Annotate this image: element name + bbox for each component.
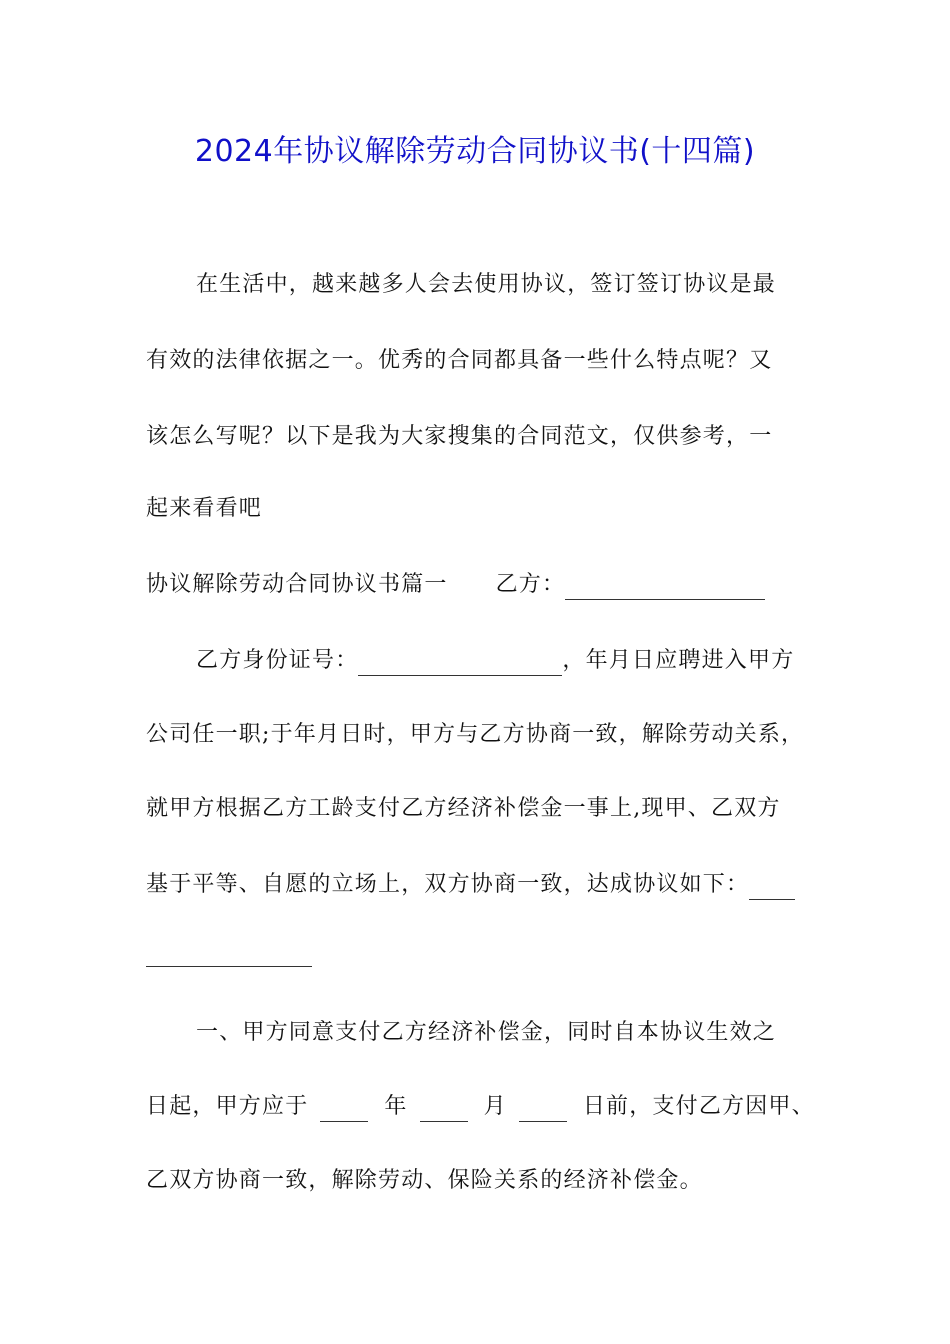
year-blank bbox=[320, 1099, 368, 1122]
day-blank bbox=[519, 1099, 567, 1122]
party-b-label: 乙方： bbox=[495, 572, 566, 597]
body-line-3: 基于平等、自愿的立场上，双方协商一致，达成协议如下： bbox=[146, 872, 750, 897]
clause-1-line-1: 一、甲方同意支付乙方经济补偿金，同时自本协议生效之 bbox=[196, 1020, 777, 1045]
intro-line-2: 有效的法律依据之一。优秀的合同都具备一些什么特点呢？又 bbox=[146, 348, 773, 373]
intro-line-4: 起来看看吧 bbox=[146, 496, 263, 521]
month-blank bbox=[420, 1099, 468, 1122]
intro-line-1: 在生活中，越来越多人会去使用协议，签订签订协议是最 bbox=[196, 272, 777, 297]
id-number-suffix: ，年月日应聘进入甲方 bbox=[562, 648, 795, 673]
day-label: 日前，支付乙方因甲、 bbox=[582, 1094, 815, 1119]
intro-line-3: 该怎么写呢？以下是我为大家搜集的合同范文，仅供参考，一 bbox=[146, 424, 773, 449]
section-heading-row bbox=[146, 570, 765, 600]
section-heading: 协议解除劳动合同协议书篇一 bbox=[146, 572, 448, 597]
body-line-3-row bbox=[146, 870, 795, 900]
clause-1-line-2 bbox=[146, 1092, 815, 1122]
clause-1-prefix: 日起，甲方应于 bbox=[146, 1094, 309, 1119]
year-label: 年 bbox=[384, 1094, 408, 1119]
clause-1-line-3: 乙双方协商一致，解除劳动、保险关系的经济补偿金。 bbox=[146, 1168, 703, 1193]
id-number-label: 乙方身份证号： bbox=[196, 648, 359, 673]
document-title: 2024年协议解除劳动合同协议书(十四篇) bbox=[194, 134, 756, 169]
month-label: 月 bbox=[483, 1094, 507, 1119]
id-number-row bbox=[196, 646, 794, 676]
agreement-blank-start bbox=[749, 877, 795, 900]
id-number-blank bbox=[358, 653, 562, 676]
body-line-2: 就甲方根据乙方工龄支付乙方经济补偿金一事上,现甲、乙双方 bbox=[146, 796, 781, 821]
party-b-blank bbox=[565, 577, 765, 600]
body-line-1: 公司任一职;于年月日时，甲方与乙方协商一致，解除劳动关系， bbox=[146, 722, 805, 747]
agreement-blank-continued bbox=[146, 966, 312, 967]
